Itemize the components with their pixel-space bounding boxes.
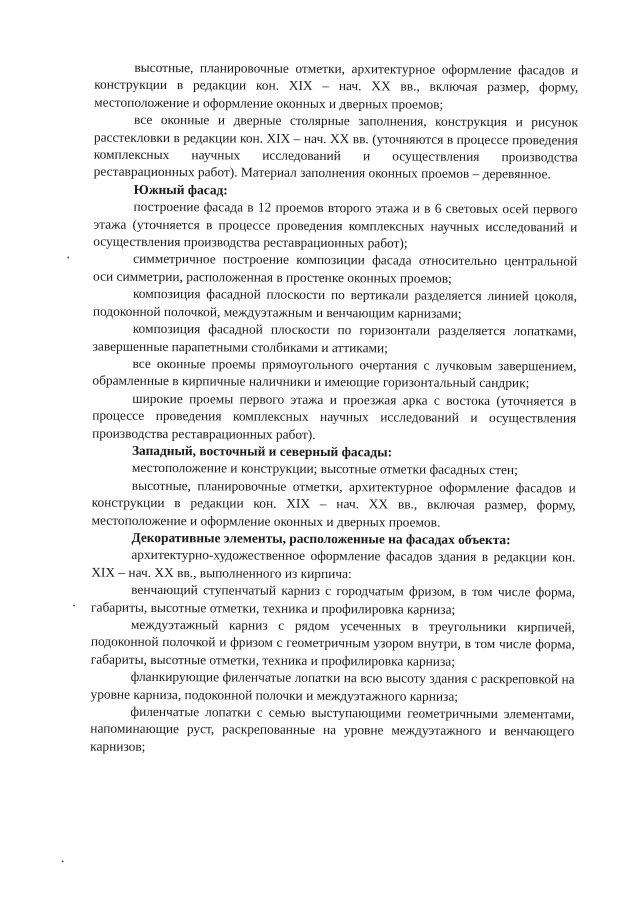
- paragraph-facade-construction: построение фасада в 12 проемов второго этажа и в 6 световых осей первого этажа (уточняется в процессе проведения комплексных научных исследований и осуществления производства реставрационных работ);: [93, 199, 578, 251]
- paragraph-flanking-pilasters: фланкирующие филенчатые лопатки на всю высоту здания с раскреповкой на уровне карниза, подоконной полочки и междуэтажного карниза;: [90, 669, 575, 704]
- paragraph-wide-openings: широкие проемы первого этажа и проезжая арка с востока (уточняется в процессе проведения комплексных научных исследований и осуществления производства реставрационных работ).: [92, 390, 577, 442]
- paragraph-symmetry: симметричное построение композиции фасада относительно центральной оси симметрии, расположенная в простенке оконных проемов;: [93, 251, 578, 286]
- heading-south-facade: Южный фасад:: [133, 181, 228, 198]
- paragraph-panel-pilasters: филенчатые лопатки с семью выступающими геометричными элементами, напоминающие руст, раскрепованные на уровне междуэтажного и венчающего карнизов;: [90, 703, 575, 754]
- scan-speck: [73, 604, 75, 606]
- scan-speck: [67, 256, 69, 258]
- paragraph-window-joinery: все оконные и дверные столярные заполнения, конструкция и рисунок расстекловки в редакции кон. XIX – нач. XX вв. (уточняются в процессе проведения комплексных научных исследований и осуществления производства реставрационных работ). Материал заполнения оконных проемов – деревянное.: [93, 112, 579, 182]
- paragraph-crowning-cornice: венчающий ступенчатый карниз с городчатым фризом, в том числе форма, габариты, высотные отметки, техника и профилировка карниза;: [91, 582, 576, 617]
- scan-speck: [61, 860, 63, 862]
- paragraph-interfloor-cornice: междуэтажный карниз с рядом усеченных в треугольники кирпичей, подоконной полочкой и фризом с геометричным узором внутри, в том числе форма, габариты, высотные отметки, техника и профилировка карниза;: [90, 616, 575, 669]
- heading-decorative-elements: Декоративные элементы, расположенные на фасадах объекта:: [131, 529, 511, 548]
- heading-west-east-north-facades: Западный, восточный и северный фасады:: [131, 442, 393, 460]
- document-body: [90, 59, 578, 758]
- paragraph-window-openings: все оконные проемы прямоугольного очертания с лучковым завершением, обрамленные в кирпичные наличники и имеющие горизонтальный сандрик;: [92, 355, 577, 391]
- paragraph-artistic-design: архитектурно-художественное оформление фасадов здания в редакции кон. XIX – нач. XX вв., выполненного из кирпича:: [91, 547, 576, 581]
- paragraph-horizontal-division: композиция фасадной плоскости по горизонтали разделяется лопатками, завершенные парапетными столбиками и аттиками;: [92, 320, 577, 355]
- paragraph-facade-elevations-2: высотные, планировочные отметки, архитектурное оформление фасадов и конструкции в редакции кон. XIX – нач. XX вв., включая размер, форму, местоположение и оформление оконных и дверных проемов.: [91, 477, 576, 530]
- paragraph-vertical-division: композиция фасадной плоскости по вертикали разделяется линией цоколя, подоконной полочкой, междуэтажным и венчающим карнизами;: [92, 286, 578, 321]
- paragraph-facade-elevations: высотные, планировочные отметки, архитектурное оформление фасадов и конструкции в редакции кон. XIX – нач. XX вв., включая размер, форму, местоположение и оформление оконных и дверных проемов;: [94, 59, 579, 112]
- paragraph-location-construction: местоположение и конструкции; высотные отметки фасадных стен;: [131, 460, 518, 478]
